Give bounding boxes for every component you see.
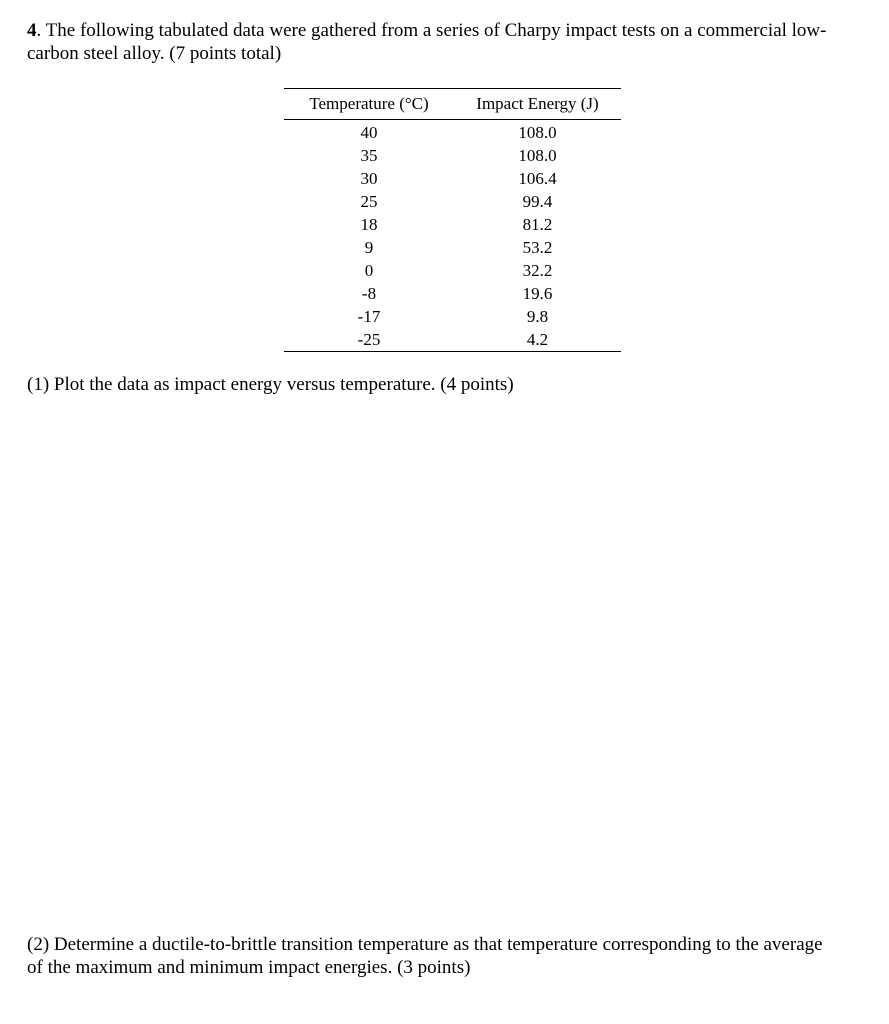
- table-row: [284, 120, 621, 145]
- table-body: [284, 120, 621, 352]
- problem-statement: [27, 19, 872, 65]
- impact-energy-cell: 108.0: [518, 146, 557, 165]
- temperature-cell: 9: [364, 238, 374, 257]
- table-row: [284, 190, 621, 213]
- table-row: [284, 213, 621, 236]
- table-row: [284, 282, 621, 305]
- temperature-cell: 25: [360, 192, 378, 211]
- table-row: [284, 144, 621, 167]
- impact-energy-cell: 4.2: [454, 328, 621, 352]
- problem-number: 4: [27, 20, 37, 41]
- question-2: [27, 933, 872, 979]
- table-row: [284, 305, 621, 328]
- temperature-cell: -25: [284, 328, 454, 352]
- temperature-cell: 35: [360, 146, 378, 165]
- header-impact-energy: Impact Energy (J): [454, 89, 621, 120]
- temperature-cell: -8: [361, 284, 377, 303]
- table-header-row: [284, 89, 621, 120]
- header-temperature: Temperature (°C): [284, 89, 454, 120]
- table-row: [284, 236, 621, 259]
- impact-energy-cell: 19.6: [522, 284, 553, 303]
- impact-energy-cell: 99.4: [522, 192, 553, 211]
- impact-energy-cell: 108.0: [518, 123, 557, 142]
- temperature-cell: 18: [360, 215, 378, 234]
- temperature-cell: 30: [360, 169, 378, 188]
- problem-intro-line1: . The following tabulated data were gathered from a series of Charpy impact tests on a commercial low-: [36, 20, 827, 41]
- question-2-line2: of the maximum and minimum impact energies. (3 points): [27, 957, 471, 978]
- problem-intro-line2: carbon steel alloy. (7 points total): [27, 43, 282, 64]
- temperature-cell: 0: [364, 261, 374, 280]
- question-2-line1: (2) Determine a ductile-to-brittle transition temperature as that temperature corresponding to the average: [27, 934, 823, 955]
- temperature-cell: 40: [360, 123, 378, 142]
- temperature-cell: -17: [357, 307, 381, 326]
- impact-energy-cell: 9.8: [526, 307, 549, 326]
- impact-energy-cell: 81.2: [522, 215, 553, 234]
- table-row: [284, 328, 621, 352]
- question-1: (1) Plot the data as impact energy versus temperature. (4 points): [27, 374, 514, 395]
- impact-energy-cell: 53.2: [522, 238, 553, 257]
- charpy-data-table: [284, 88, 621, 352]
- impact-energy-cell: 32.2: [522, 261, 553, 280]
- table-row: [284, 259, 621, 282]
- table-row: [284, 167, 621, 190]
- impact-energy-cell: 106.4: [518, 169, 557, 188]
